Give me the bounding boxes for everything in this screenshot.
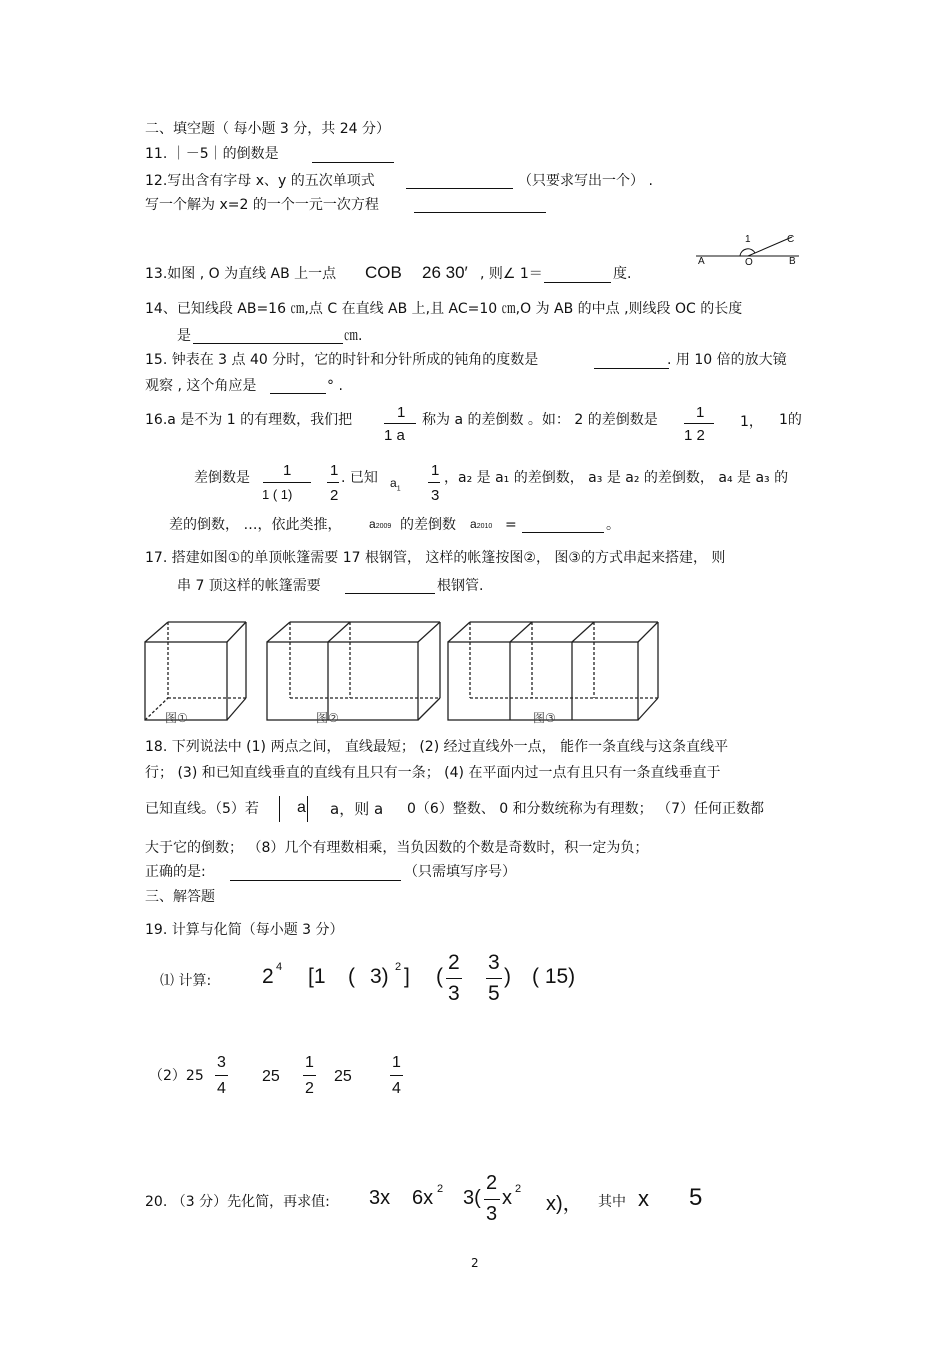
q19-1-rbracket: ]	[404, 965, 410, 988]
abs-bar-right	[307, 796, 308, 822]
question-15-observe: 观察 , 这个角应是	[145, 378, 257, 394]
question-18-correct: 正确的是:	[145, 864, 206, 880]
q19-1-frac1-den: 3	[448, 982, 460, 1005]
question-13-unit: 度.	[613, 266, 632, 282]
answer-blank-15a[interactable]	[594, 368, 669, 369]
section-heading-fill-in: 二、填空题（ 每小题 3 分，共 24 分）	[145, 121, 390, 137]
question-13-then: , 则∠ 1＝	[480, 266, 543, 282]
q16-frac4-bar	[327, 482, 339, 483]
q16-and-so-on: 差的倒数， …，依此类推，	[169, 517, 342, 533]
tent-figures	[140, 618, 700, 718]
q19-2-frac3-num: 1	[392, 1054, 401, 1071]
question-18-line3a: 已知直线。（5）若	[145, 801, 259, 817]
q19-1-exp2: 2	[395, 961, 402, 973]
question-16-definition: 称为 a 的差倒数 。如： 2 的差倒数是	[422, 412, 658, 428]
q18-abs-a: a	[297, 799, 306, 816]
q16-frac1-den: 1 a	[384, 427, 405, 444]
answer-blank-14[interactable]	[193, 343, 343, 344]
q20-frac-den: 3	[486, 1203, 498, 1225]
q16-sequence: ，a₂ 是 a₁ 的差倒数， a₃ 是 a₂ 的差倒数， a₄ 是 a₃ 的	[444, 470, 789, 486]
question-14-is: 是	[177, 328, 191, 344]
answer-blank-11[interactable]	[312, 162, 394, 163]
q20-exp2b: 2	[515, 1183, 522, 1195]
q19-1-lparen2: (	[436, 965, 443, 988]
question-18-line3c: 0（6）整数、 0 和分数统称为有理数； （7）任何正数都	[407, 801, 764, 817]
question-18-line1: 18. 下列说法中 (1) 两点之间， 直线最短； (2) 经过直线外一点， 能作一条直线与这条直线平	[145, 739, 729, 755]
question-11: 11. ｜－5｜的倒数是	[145, 146, 279, 162]
q16-frac1-num: 1	[397, 404, 406, 421]
answer-blank-18[interactable]	[230, 880, 401, 881]
question-17-unit: 根钢管.	[437, 578, 484, 594]
q16-frac4-num: 1	[330, 462, 339, 479]
q19-2-label: （2）25	[149, 1068, 204, 1084]
q20-x-close: x)，	[546, 1193, 583, 1215]
q16-frac5-num: 1	[431, 462, 440, 479]
question-15-text: 15. 钟表在 3 点 40 分时，它的时针和分针所成的钝角的度数是	[145, 352, 539, 368]
q19-1-frac2-den: 5	[488, 982, 500, 1005]
q16-a2009: a2009	[369, 517, 392, 531]
q19-2-frac2-den: 2	[305, 1080, 314, 1097]
page-number: 2	[471, 1256, 479, 1270]
q16-frac5-den: 3	[431, 487, 440, 504]
q19-2-frac3-bar	[390, 1075, 403, 1076]
q19-1-lbracket: [1	[308, 965, 326, 988]
q19-2-frac3-den: 4	[392, 1080, 401, 1097]
q16-diff-reciprocal: 差倒数是	[194, 470, 250, 486]
q19-1-three: 3)	[370, 965, 389, 988]
q19-2-25b: 25	[334, 1068, 352, 1085]
q20-frac-bar	[484, 1199, 500, 1200]
q19-1-frac1-num: 2	[448, 951, 460, 974]
fig13-label-B: B	[789, 256, 796, 267]
abs-bar	[279, 796, 280, 822]
tent-caption-3: 图③	[533, 711, 556, 725]
q16-frac3-den: 1 ( 1)	[262, 487, 293, 502]
q20-3paren: 3(	[463, 1187, 481, 1209]
question-13-text: 13.如图 , O 为直线 AB 上一点	[145, 266, 337, 282]
q16-of: 的差倒数	[400, 517, 456, 533]
question-14-unit: ㎝.	[344, 328, 363, 344]
question-13-angle: 26 30′	[422, 263, 468, 282]
answer-blank-12a[interactable]	[406, 188, 513, 189]
q16-result-1: 1，	[740, 414, 763, 430]
question-13-cob: COB	[365, 263, 402, 282]
question-18-line2: 行； (3) 和已知直线垂直的直线有且只有一条； (4) 在平面内过一点有且只有一条直线垂直于	[145, 765, 721, 781]
question-15-degree: ° .	[327, 378, 343, 394]
q16-frac4-den: 2	[330, 487, 339, 504]
q16-given: . 已知	[341, 470, 378, 486]
q19-1-frac2-bar	[486, 978, 502, 979]
question-18-line3b: a，则 a	[330, 800, 384, 818]
question-19: 19. 计算与化简（每小题 3 分）	[145, 922, 344, 938]
q20-value-5: 5	[689, 1184, 703, 1211]
q19-2-frac2-num: 1	[305, 1054, 314, 1071]
q19-1-rparen: )	[504, 965, 511, 988]
q20-x: x	[502, 1187, 512, 1209]
q19-2-frac1-bar	[215, 1075, 228, 1076]
q20-3x: 3x	[369, 1187, 391, 1209]
answer-blank-13[interactable]	[544, 282, 611, 283]
section-heading-solve: 三、解答题	[145, 889, 215, 905]
q16-frac2-bar	[684, 423, 714, 424]
question-20-label: 20. （3 分）先化简，再求值:	[145, 1194, 330, 1210]
question-14-text: 14、已知线段 AB=16 ㎝,点 C 在直线 AB 上,且 AC=10 ㎝,O 为 AB 的中点 ,则线段 OC 的长度	[145, 301, 743, 317]
question-16-text: 16.a 是不为 1 的有理数，我们把	[145, 412, 353, 428]
q20-var-x: x	[638, 1186, 649, 1211]
q16-end: 。	[606, 517, 620, 533]
answer-blank-16[interactable]	[522, 532, 604, 533]
q19-1-lparen: (	[348, 965, 355, 988]
q19-2-frac1-den: 4	[217, 1080, 226, 1097]
q16-a2010: a2010	[470, 517, 493, 531]
question-18-note: （只需填写序号）	[404, 864, 516, 880]
q16-frac2-den: 1 2	[684, 427, 705, 444]
q19-1-base: 2	[262, 965, 274, 988]
q16-frac3-num: 1	[283, 462, 292, 479]
q19-1-frac2-num: 3	[488, 951, 500, 974]
q19-2-frac2-bar	[303, 1075, 316, 1076]
tent-caption-1: 图①	[165, 711, 188, 725]
question-12-text: 12.写出含有字母 x、y 的五次单项式	[145, 173, 375, 189]
q20-exp2: 2	[437, 1183, 444, 1195]
question-18-line4: 大于它的倒数； （8）几个有理数相乘，当负因数的个数是奇数时，积一定为负；	[145, 840, 649, 856]
answer-blank-15b[interactable]	[270, 393, 326, 394]
question-17-text: 17. 搭建如图①的单顶帐篷需要 17 根钢管， 这样的帐篷按图②， 图③的方式串起来搭建， 则	[145, 550, 726, 566]
question-15-magnifier: . 用 10 倍的放大镜	[667, 352, 787, 368]
question-17-ask: 串 7 顶这样的帐篷需要	[177, 578, 321, 594]
q19-1-exp4: 4	[276, 961, 283, 973]
q20-frac-num: 2	[486, 1172, 498, 1194]
q16-frac1-bar	[384, 423, 416, 424]
q19-1-minus15: ( 15)	[532, 965, 576, 988]
q20-where: 其中	[598, 1194, 626, 1210]
question-12-note: （只要求写出一个） .	[518, 173, 653, 189]
tent-caption-2: 图②	[316, 711, 339, 725]
fig13-label-1: 1	[745, 234, 751, 245]
question-12-equation: 写一个解为 x=2 的一个一元一次方程	[145, 197, 379, 213]
q19-2-frac1-num: 3	[217, 1054, 226, 1071]
answer-blank-12b[interactable]	[414, 212, 546, 213]
fig13-label-O: O	[745, 257, 753, 268]
q19-1-frac1-bar	[446, 978, 462, 979]
q20-6x: 6x	[412, 1187, 434, 1209]
q19-2-25a: 25	[262, 1068, 280, 1085]
answer-blank-17[interactable]	[345, 593, 435, 594]
fig13-label-A: A	[698, 256, 705, 267]
q16-frac5-bar	[428, 482, 440, 483]
fig13-label-C: C	[787, 234, 795, 245]
q16-frac2-num: 1	[696, 404, 705, 421]
q16-neg1: 1的	[779, 412, 802, 428]
q16-equals: =	[505, 517, 517, 533]
q16-a1: $a_1$	[390, 476, 401, 493]
q16-frac3-bar	[263, 482, 311, 483]
q19-1-label: ⑴ 计算:	[160, 973, 212, 989]
